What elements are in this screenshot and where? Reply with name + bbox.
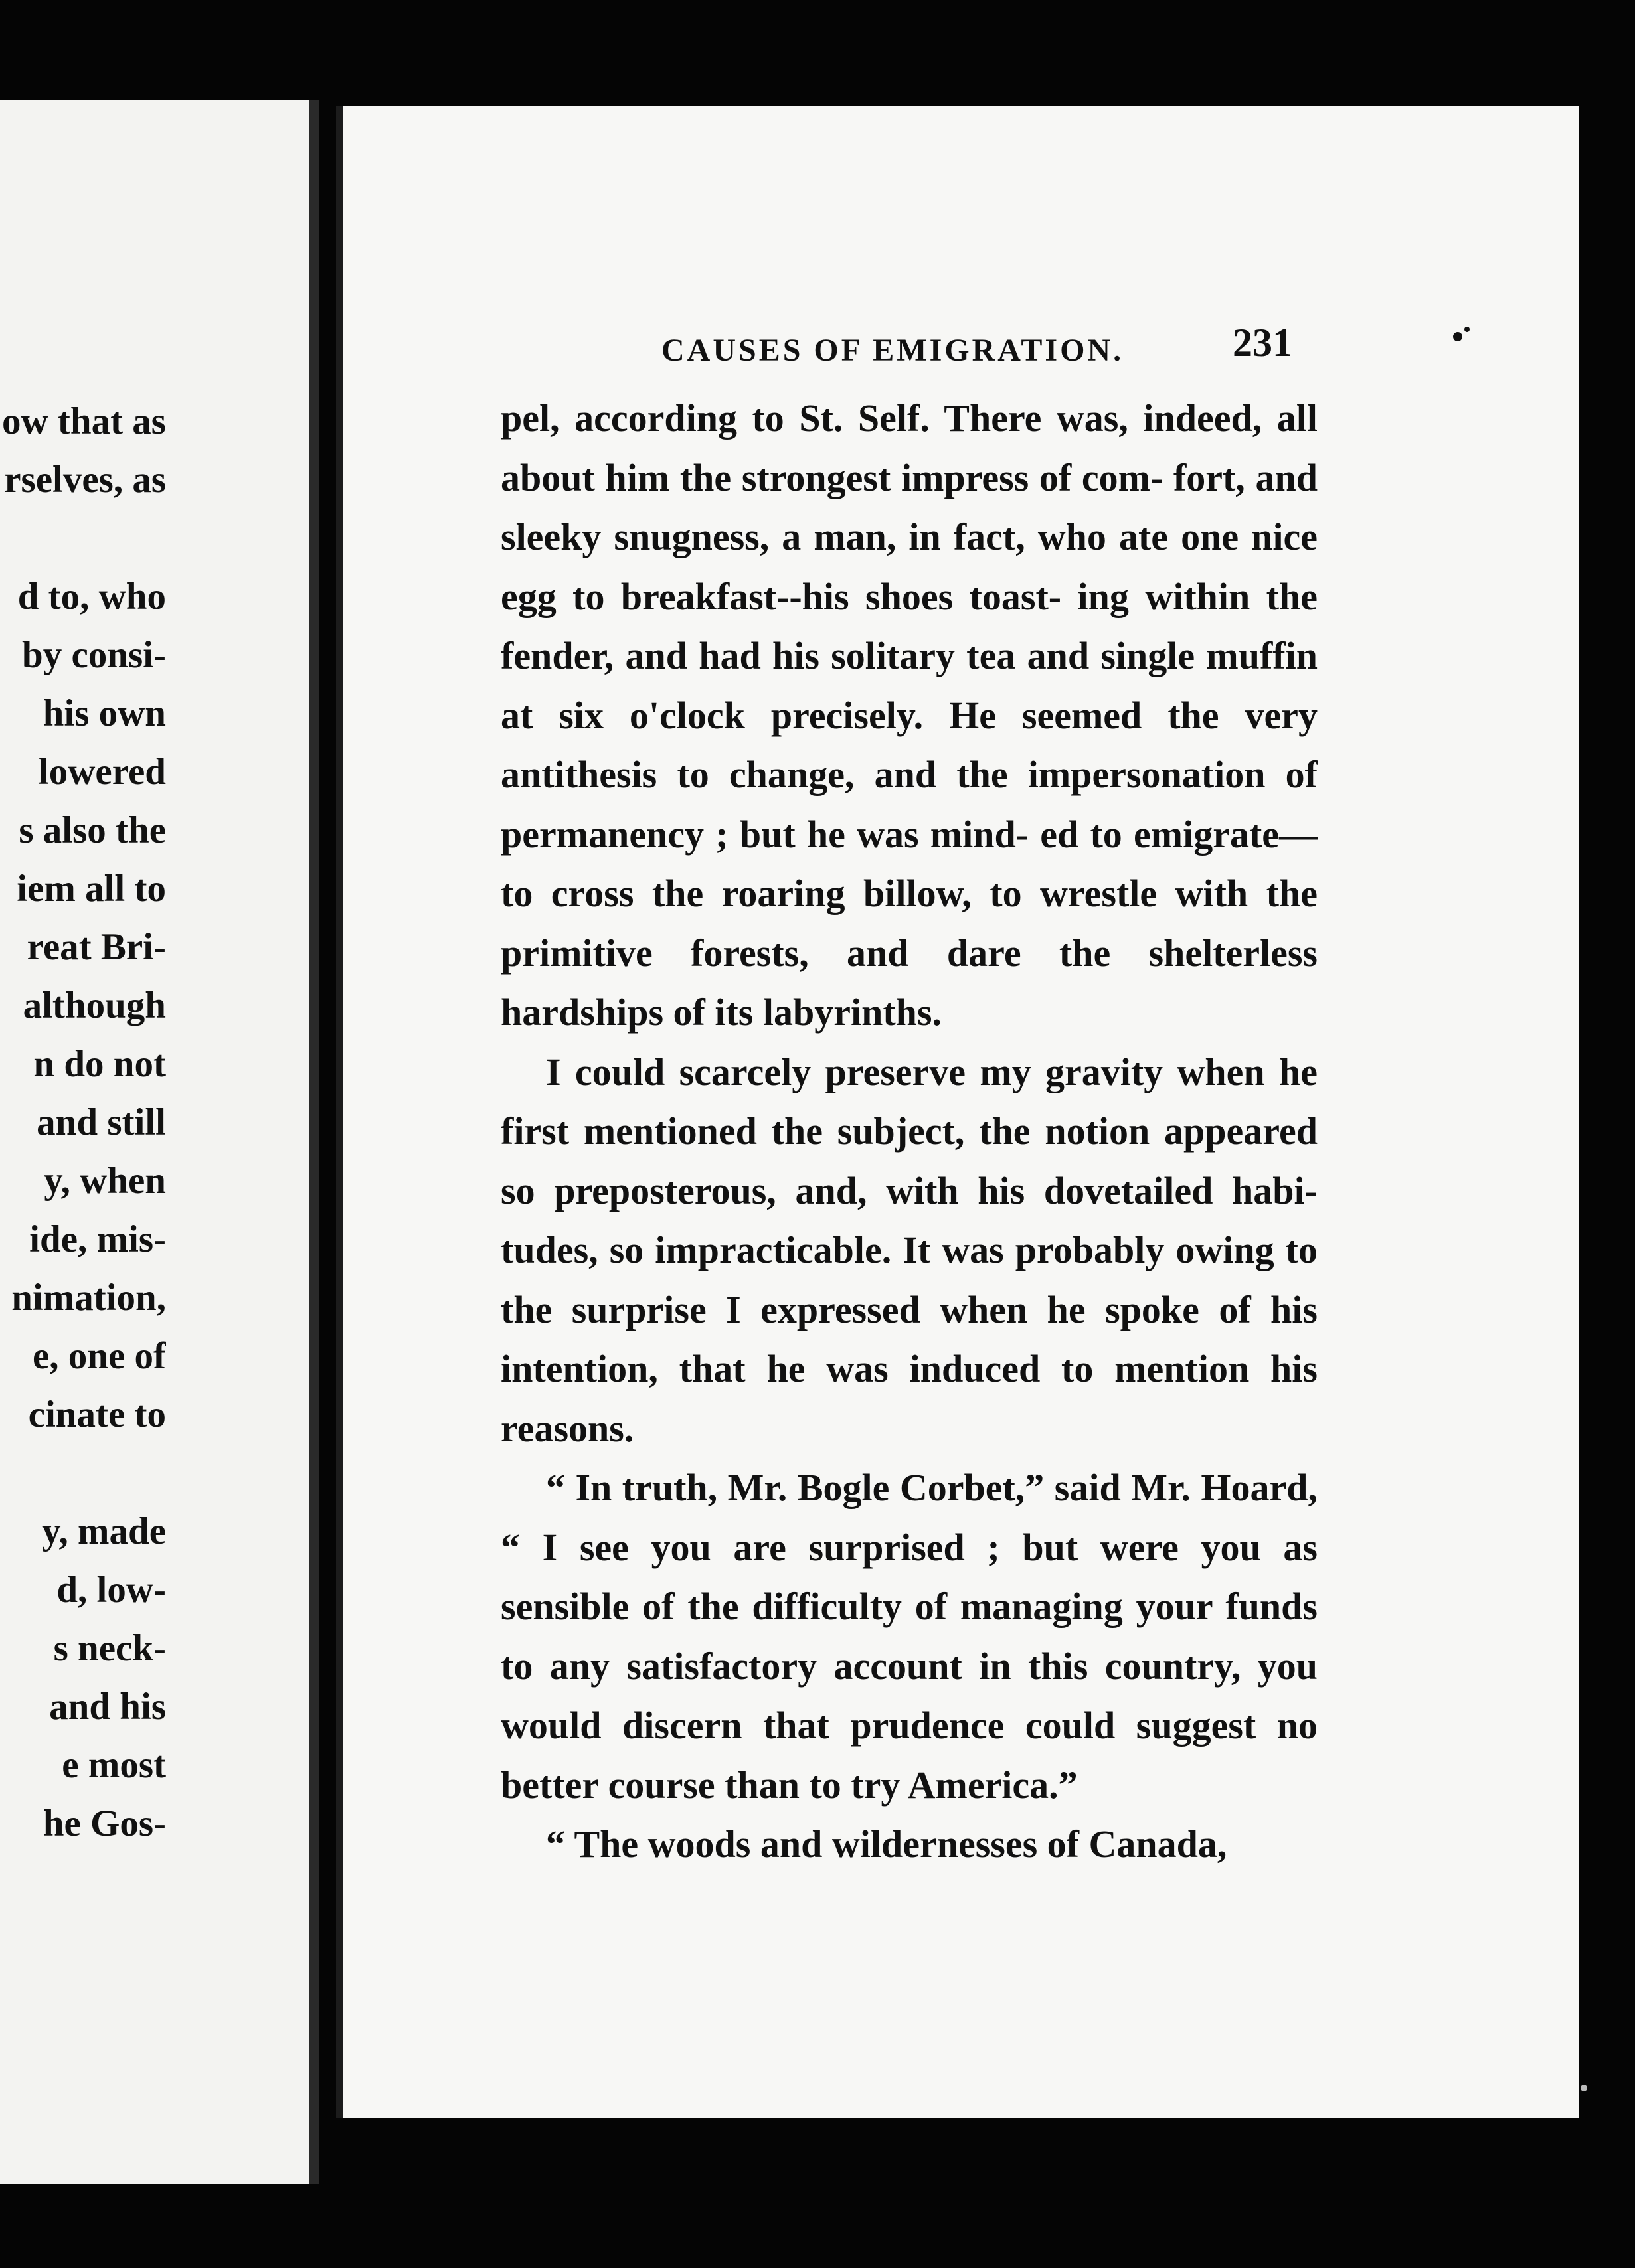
paragraph: “ In truth, Mr. Bogle Corbet,” said Mr. Hoard, “ I see you are surprised ; but were you as sensible of the difficulty of managing your funds to any satisfactory account in this country, you would discern that prudence could suggest no better course than to try America.” (501, 1466, 1318, 1807)
facing-page-line: by consi- (22, 634, 166, 676)
facing-page-line: e most (62, 1744, 166, 1786)
facing-page-line: y, when (44, 1160, 166, 1202)
facing-page-line: and still (37, 1101, 166, 1143)
facing-page-line: n do not (33, 1043, 166, 1085)
facing-page-line: ow that as (1, 400, 166, 442)
scan-speck (1581, 2085, 1587, 2091)
running-head: CAUSES OF EMIGRATION. (661, 333, 1124, 368)
page-header (343, 305, 1579, 378)
facing-page-line: d to, who (17, 576, 166, 617)
facing-page-line: cinate to (28, 1394, 166, 1435)
facing-page-line: although (23, 985, 166, 1026)
facing-page-line: s also the (19, 809, 166, 851)
facing-page (0, 100, 319, 2184)
scan-speck (1453, 332, 1462, 341)
facing-page-line: s neck- (53, 1627, 166, 1669)
facing-page-line: his own (43, 692, 166, 734)
facing-page-line: e, one of (32, 1335, 166, 1377)
facing-page-line: lowered (38, 751, 166, 793)
facing-page-line: ide, mis- (29, 1218, 166, 1260)
facing-page-line: rselves, as (4, 459, 166, 501)
paragraph: I could scarcely preserve my gravity when he first mentioned the subject, the notion appeared so preposterous, and, with his dovetailed habi- tudes, so impracticable. It was probably owing to the surprise I expressed when he spoke of his intention, that he was induced to mention his reasons. (501, 1050, 1318, 1450)
facing-page-line: y, made (42, 1510, 166, 1552)
book-page (336, 106, 1579, 2118)
facing-page-line: iem all to (17, 868, 166, 910)
scan-speck (1464, 327, 1470, 332)
paragraph: “ The woods and wildernesses of Canada, (546, 1822, 1227, 1866)
body-text (501, 388, 1318, 1874)
facing-page-line: he Gos- (43, 1803, 166, 1844)
facing-page-line: d, low- (56, 1569, 166, 1611)
facing-page-line: nimation, (11, 1277, 166, 1319)
paragraph: pel, according to St. Self. There was, indeed, all about him the strongest impress of com- fort, and sleeky snugness, a man, in fact, who ate one nice egg to breakfast--his shoes toast- ing within the fender, and had his solitary tea and single muffin at six o'clock precisely. He seemed the very antithesis to change, and the impersonation of permanency ; but he was mind- ed to emigrate—to cross the roaring billow, to wrestle with the primitive forests, and dare the shelterless hardships of its labyrinths. (501, 396, 1318, 1034)
facing-page-line: and his (49, 1686, 166, 1728)
facing-page-line: reat Bri- (27, 926, 166, 968)
page-number: 231 (1233, 321, 1292, 364)
